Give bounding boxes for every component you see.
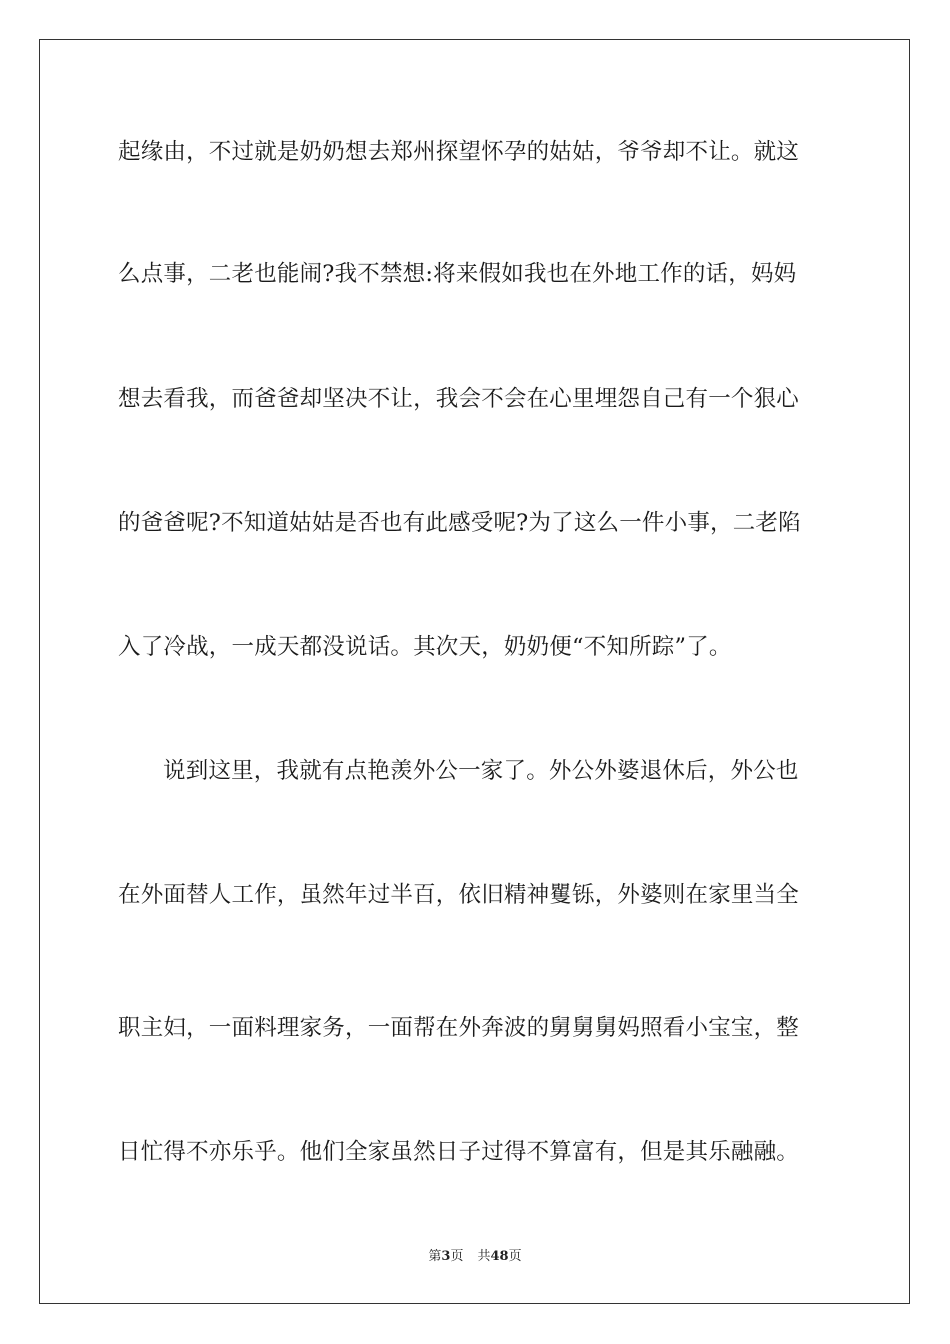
page-prefix: 第 (428, 1249, 442, 1264)
body-line-8: 职主妇，一面料理家务，一面帮在外奔波的舅舅舅妈照看小宝宝，整 (118, 1015, 800, 1041)
total-prefix: 共 (477, 1249, 491, 1264)
body-line-7: 在外面替人工作，虽然年过半百，依旧精神矍铄，外婆则在家里当全 (118, 882, 800, 908)
page-footer (0, 1248, 950, 1266)
total-pages: 48 (490, 1249, 509, 1264)
body-line-2: 么点事，二老也能闹?我不禁想:将来假如我也在外地工作的话，妈妈 (118, 261, 797, 287)
body-line-6-paragraph-start: 说到这里，我就有点艳羡外公一家了。外公外婆退休后，外公也 (163, 758, 799, 784)
page-border (39, 39, 910, 1304)
body-line-4: 的爸爸呢?不知道姑姑是否也有此感受呢?为了这么一件小事，二老陷 (118, 510, 801, 536)
body-line-1: 起缘由，不过就是奶奶想去郑州探望怀孕的姑姑，爷爷却不让。就这 (118, 139, 800, 165)
body-line-9: 日忙得不亦乐乎。他们全家虽然日子过得不算富有，但是其乐融融。 (118, 1139, 800, 1165)
body-line-3: 想去看我，而爸爸却坚决不让，我会不会在心里埋怨自己有一个狠心 (118, 386, 800, 412)
total-suffix: 页 (508, 1249, 522, 1264)
page-suffix: 页 (450, 1249, 464, 1264)
body-line-5: 入了冷战，一成天都没说话。其次天，奶奶便“不知所踪”了。 (118, 634, 732, 660)
page-number: 3 (441, 1249, 451, 1264)
